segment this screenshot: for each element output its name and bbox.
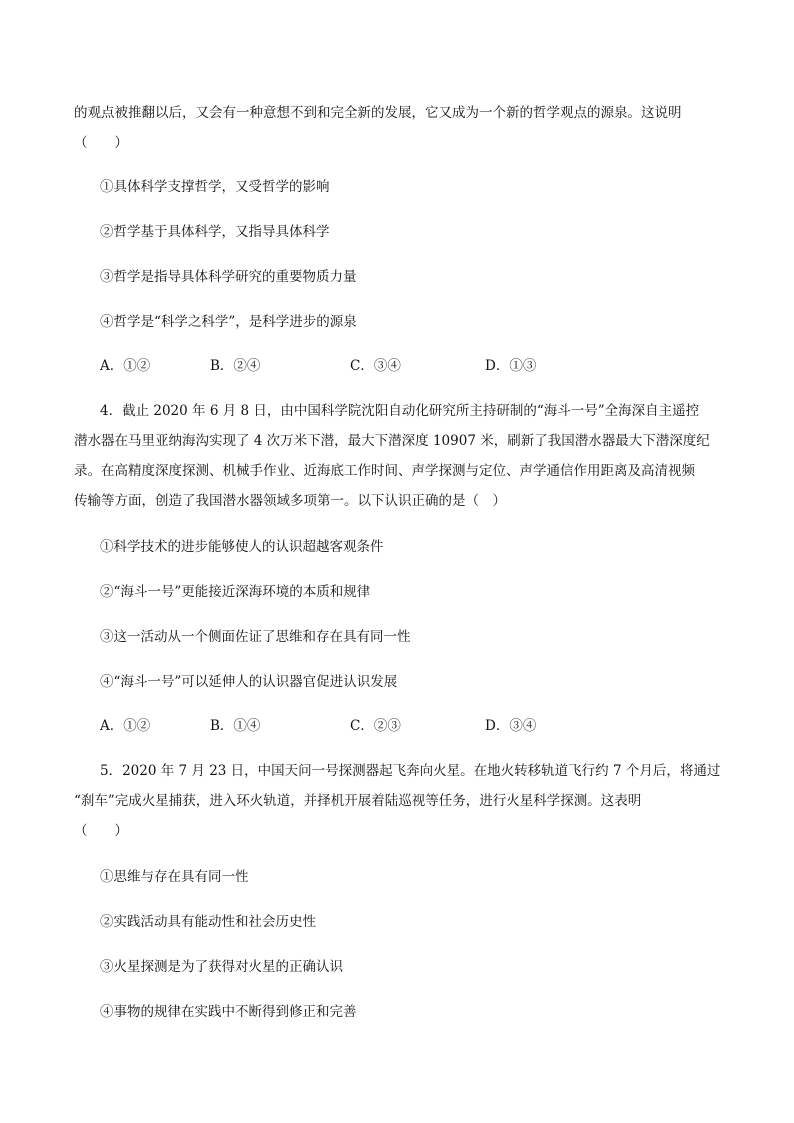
q4-statement-2: ②“海斗一号”更能接近深海环境的本质和规律: [100, 584, 371, 600]
q5-statement-2: ②实践活动具有能动性和社会历史性: [100, 914, 316, 930]
q4-statement-4: ④“海斗一号”可以延伸人的认识器官促进认识发展: [100, 674, 398, 690]
q3-option-a[interactable]: A．①②: [100, 358, 151, 374]
q3-options: [100, 356, 560, 376]
q5-stem-line-2: “刹车”完成火星捕获，进入环火轨道，并择机开展着陆巡视等任务，进行火星科学探测。这表明: [74, 793, 642, 809]
q5-statement-3: ③火星探测是为了获得对火星的正确认识: [100, 959, 343, 975]
q4-statement-1: ①科学技术的进步能够使人的认识超越客观条件: [100, 539, 384, 555]
q4-option-c[interactable]: C．②③: [350, 718, 401, 734]
q3-statement-2: ②哲学基于具体科学，又指导具体科学: [100, 224, 330, 240]
q4-stem-line-3: 录。在高精度深度探测、机械手作业、近海底工作时间、声学探测与定位、声学通信作用距离及高清视频: [74, 463, 695, 479]
q3-option-b[interactable]: B．②④: [210, 358, 261, 374]
q5-statement-1: ①思维与存在具有同一性: [100, 869, 249, 885]
q3-option-c[interactable]: C．③④: [350, 358, 401, 374]
q3-statement-1: ①具体科学支撑哲学，又受哲学的影响: [100, 179, 330, 195]
q5-answer-blank: （ ）: [74, 823, 128, 839]
q4-statement-3: ③这一活动从一个侧面佐证了思维和存在具有同一性: [100, 629, 411, 645]
q3-answer-blank: （ ）: [74, 135, 128, 151]
q5-stem-line-1: 5．2020 年 7 月 23 日，中国天问一号探测器起飞奔向火星。在地火转移轨道飞行约 7 个月后，将通过: [100, 763, 721, 779]
q4-option-a[interactable]: A．①②: [100, 718, 151, 734]
q4-option-b[interactable]: B．①④: [210, 718, 261, 734]
q3-option-d[interactable]: D．①③: [485, 358, 537, 374]
q4-stem-line-4: 传输等方面，创造了我国潜水器领域多项第一。以下认识正确的是（ ）: [74, 493, 506, 509]
q4-stem-line-1: 4．截止 2020 年 6 月 8 日，由中国科学院沈阳自动化研究所主持研制的“海斗一号”全海深自主遥控: [100, 403, 700, 419]
q5-statement-4: ④事物的规律在实践中不断得到修正和完善: [100, 1004, 357, 1020]
q3-statement-4: ④哲学是“科学之科学”，是科学进步的源泉: [100, 314, 357, 330]
q4-option-d[interactable]: D．③④: [485, 718, 537, 734]
q3-stem-line: 的观点被推翻以后，又会有一种意想不到和完全新的发展，它又成为一个新的哲学观点的源泉。这说明: [74, 105, 682, 121]
q4-stem-line-2: 潜水器在马里亚纳海沟实现了 4 次万米下潜，最大下潜深度 10907 米，刷新了我国潜水器最大下潜深度纪: [74, 433, 710, 449]
q3-statement-3: ③哲学是指导具体科学研究的重要物质力量: [100, 269, 357, 285]
q4-options: [100, 716, 560, 736]
